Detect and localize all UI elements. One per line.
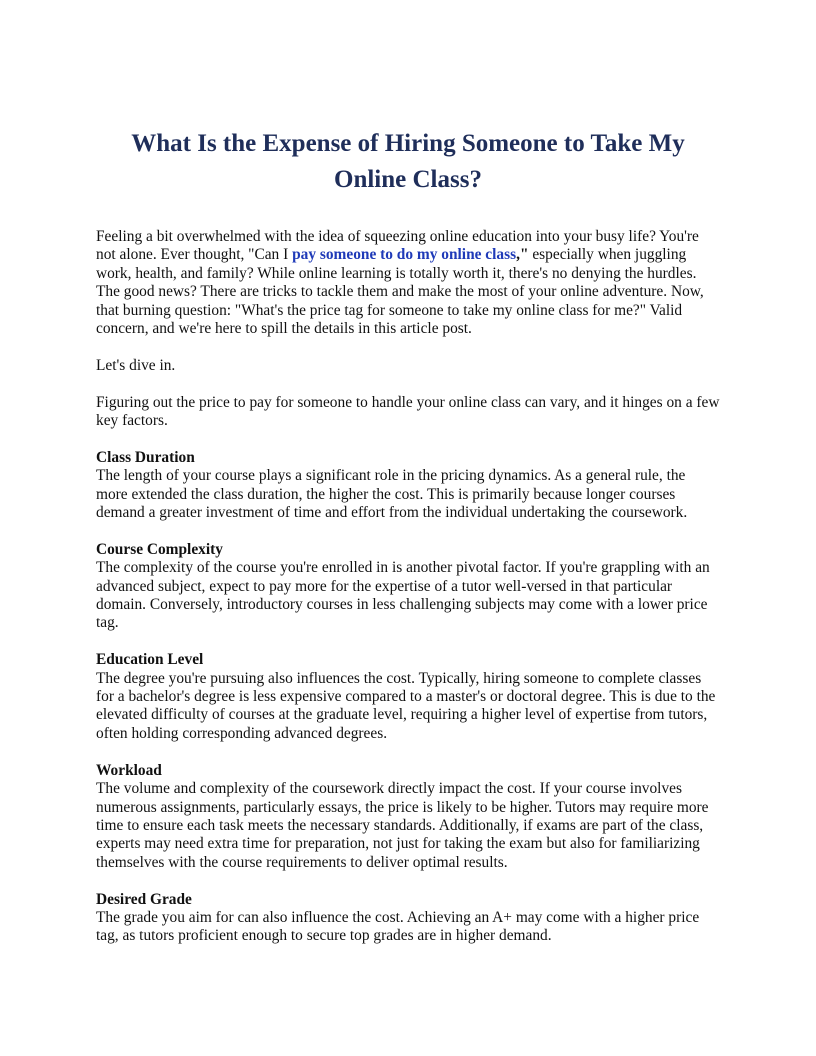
article-body: [96, 228, 720, 946]
section-heading-class-duration: Class Duration: [96, 448, 195, 466]
section-text-workload: The volume and complexity of the coursework directly impact the cost. If your course involves numerous assignments, particularly essays, the price is likely to be higher. Tutors may require more time to ensure each task meets the necessary standards. Additionally, if exams are part of the class, experts may need extra time for preparation, not just for taking the exam but also for familiarizing themselves with the course requirements to deliver optimal results.: [96, 780, 709, 871]
factors-intro-paragraph: Figuring out the price to pay for someone to handle your online class can vary, and it hinges on a few key factors.: [96, 393, 720, 430]
section-heading-desired-grade: Desired Grade: [96, 890, 192, 908]
section-heading-education-level: Education Level: [96, 651, 204, 669]
section-heading-course-complexity: Course Complexity: [96, 540, 223, 558]
section-text-education-level: The degree you're pursuing also influences the cost. Typically, hiring someone to complete classes for a bachelor's degree is less expensive compared to a master's or doctoral degree. This is due to the elevated difficulty of courses at the graduate level, requiring a higher level of expertise from tutors, often holding corresponding advanced degrees.: [96, 669, 716, 742]
page-title: What Is the Expense of Hiring Someone to Take My Online Class?: [131, 130, 685, 193]
section-education-level: [96, 651, 720, 743]
intro-closing-mark: ,": [516, 246, 529, 264]
section-workload: [96, 762, 720, 872]
section-desired-grade: [96, 891, 720, 946]
section-class-duration: [96, 449, 720, 523]
section-text-desired-grade: The grade you aim for can also influence the cost. Achieving an A+ may come with a higher price tag, as tutors proficient enough to secure top grades are in higher demand.: [96, 908, 700, 945]
intro-text-part1: Feeling a bit overwhelmed with the idea of squeezing online education into your busy life? You're not alone. Ever thought, "Can I: [96, 228, 699, 264]
section-course-complexity: [96, 541, 720, 633]
pay-someone-link[interactable]: pay someone to do my online class: [292, 246, 517, 264]
document-page: [96, 126, 720, 964]
section-text-course-complexity: The complexity of the course you're enrolled in is another pivotal factor. If you're grappling with an advanced subject, expect to pay more for the expertise of a tutor well-versed in that particular domain. Conversely, introductory courses in less challenging subjects may come with a lower price tag.: [96, 559, 710, 632]
section-heading-workload: Workload: [96, 761, 162, 779]
intro-paragraph: [96, 228, 720, 338]
intro-text-part2: especially when juggling work, health, and family? While online learning is totally worth it, there's no denying the hurdles. The good news? There are tricks to tackle them and make the most of your online adventure. Now, that burning question: "What's the price tag for someone to take my online class for me?" Valid concern, and we're here to spill the details in this article post.: [96, 246, 704, 338]
dive-in-paragraph: Let's dive in.: [96, 356, 176, 374]
section-text-class-duration: The length of your course plays a significant role in the pricing dynamics. As a general rule, the more extended the class duration, the higher the cost. This is primarily because longer courses demand a greater investment of time and effort from the individual undertaking the coursework.: [96, 467, 688, 522]
